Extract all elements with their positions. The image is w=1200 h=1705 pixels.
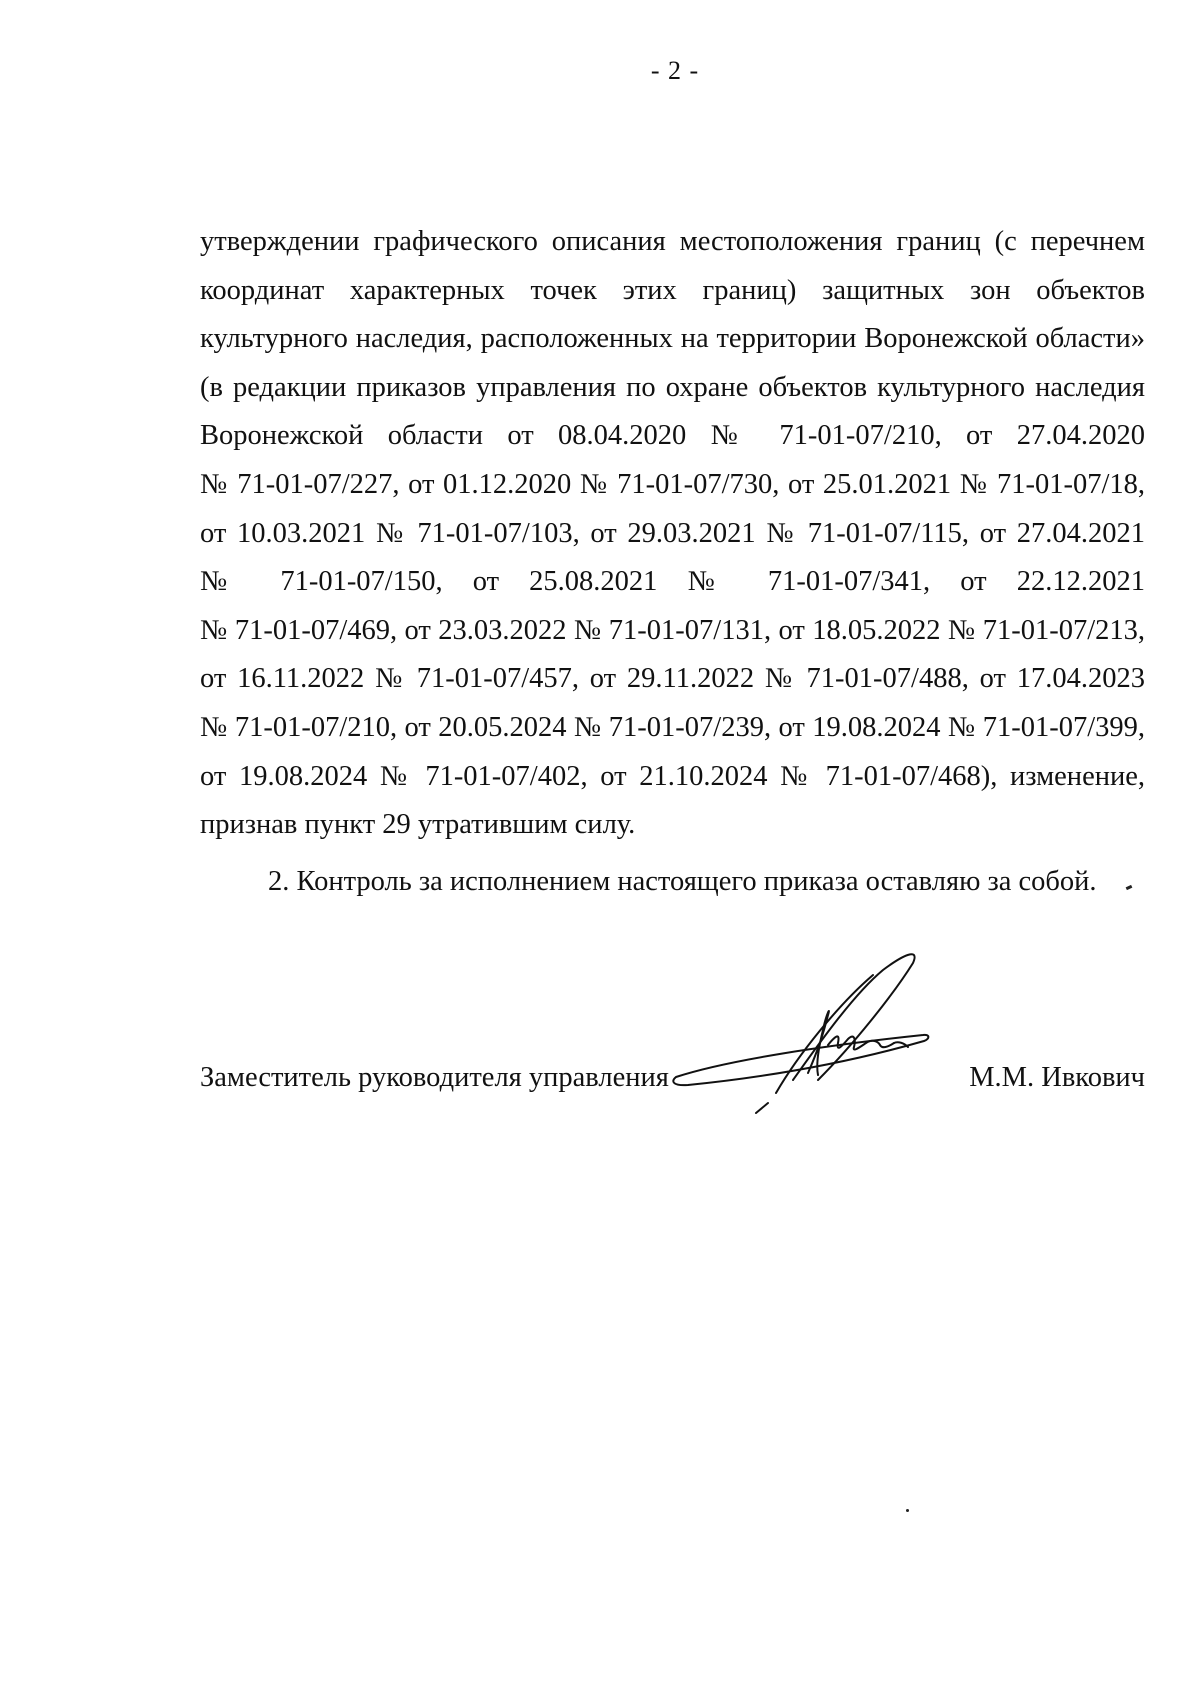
body-line: № 71-01-07/210, от 20.05.2024 № 71-01-07/239, от 19.08.2024 № 71-01-07/399,	[200, 711, 1145, 743]
body-line: координат характерных точек этих границ) защитных зон объектов	[200, 274, 1145, 306]
page-number: - 2 -	[650, 56, 700, 85]
handwritten-signature	[668, 935, 968, 1115]
body-line: № 71-01-07/227, от 01.12.2020 № 71-01-07/730, от 25.01.2021 № 71-01-07/18,	[200, 468, 1145, 500]
body-line: Воронежской области от 08.04.2020 № 71-01-07/210, от 27.04.2020	[200, 420, 1145, 452]
body-line: (в редакции приказов управления по охране объектов культурного наследия	[200, 371, 1145, 403]
signer-name: М.М. Ивкович	[969, 1062, 1145, 1093]
body-line: от 16.11.2022 № 71-01-07/457, от 29.11.2022 № 71-01-07/488, от 17.04.2023	[200, 663, 1145, 695]
body-line: от 10.03.2021 № 71-01-07/103, от 29.03.2021 № 71-01-07/115, от 27.04.2021	[200, 517, 1145, 549]
scan-mark	[906, 1509, 909, 1512]
body-line: от 19.08.2024 № 71-01-07/402, от 21.10.2024 № 71-01-07/468), изменение,	[200, 760, 1145, 792]
body-paragraph-continuation	[200, 218, 1145, 850]
control-paragraph: 2. Контроль за исполнением настоящего приказа оставляю за собой.	[268, 866, 1097, 897]
body-line: культурного наследия, расположенных на территории Воронежской области»	[200, 323, 1145, 355]
signer-position: Заместитель руководителя управления	[200, 1062, 669, 1093]
body-line: признав пункт 29 утратившим силу.	[200, 809, 636, 841]
body-line: № 71-01-07/469, от 23.03.2022 № 71-01-07/131, от 18.05.2022 № 71-01-07/213,	[200, 614, 1145, 646]
body-line: утверждении графического описания местоположения границ (с перечнем	[200, 226, 1145, 257]
body-line: № 71-01-07/150, от 25.08.2021 № 71-01-07/341, от 22.12.2021	[200, 566, 1145, 598]
